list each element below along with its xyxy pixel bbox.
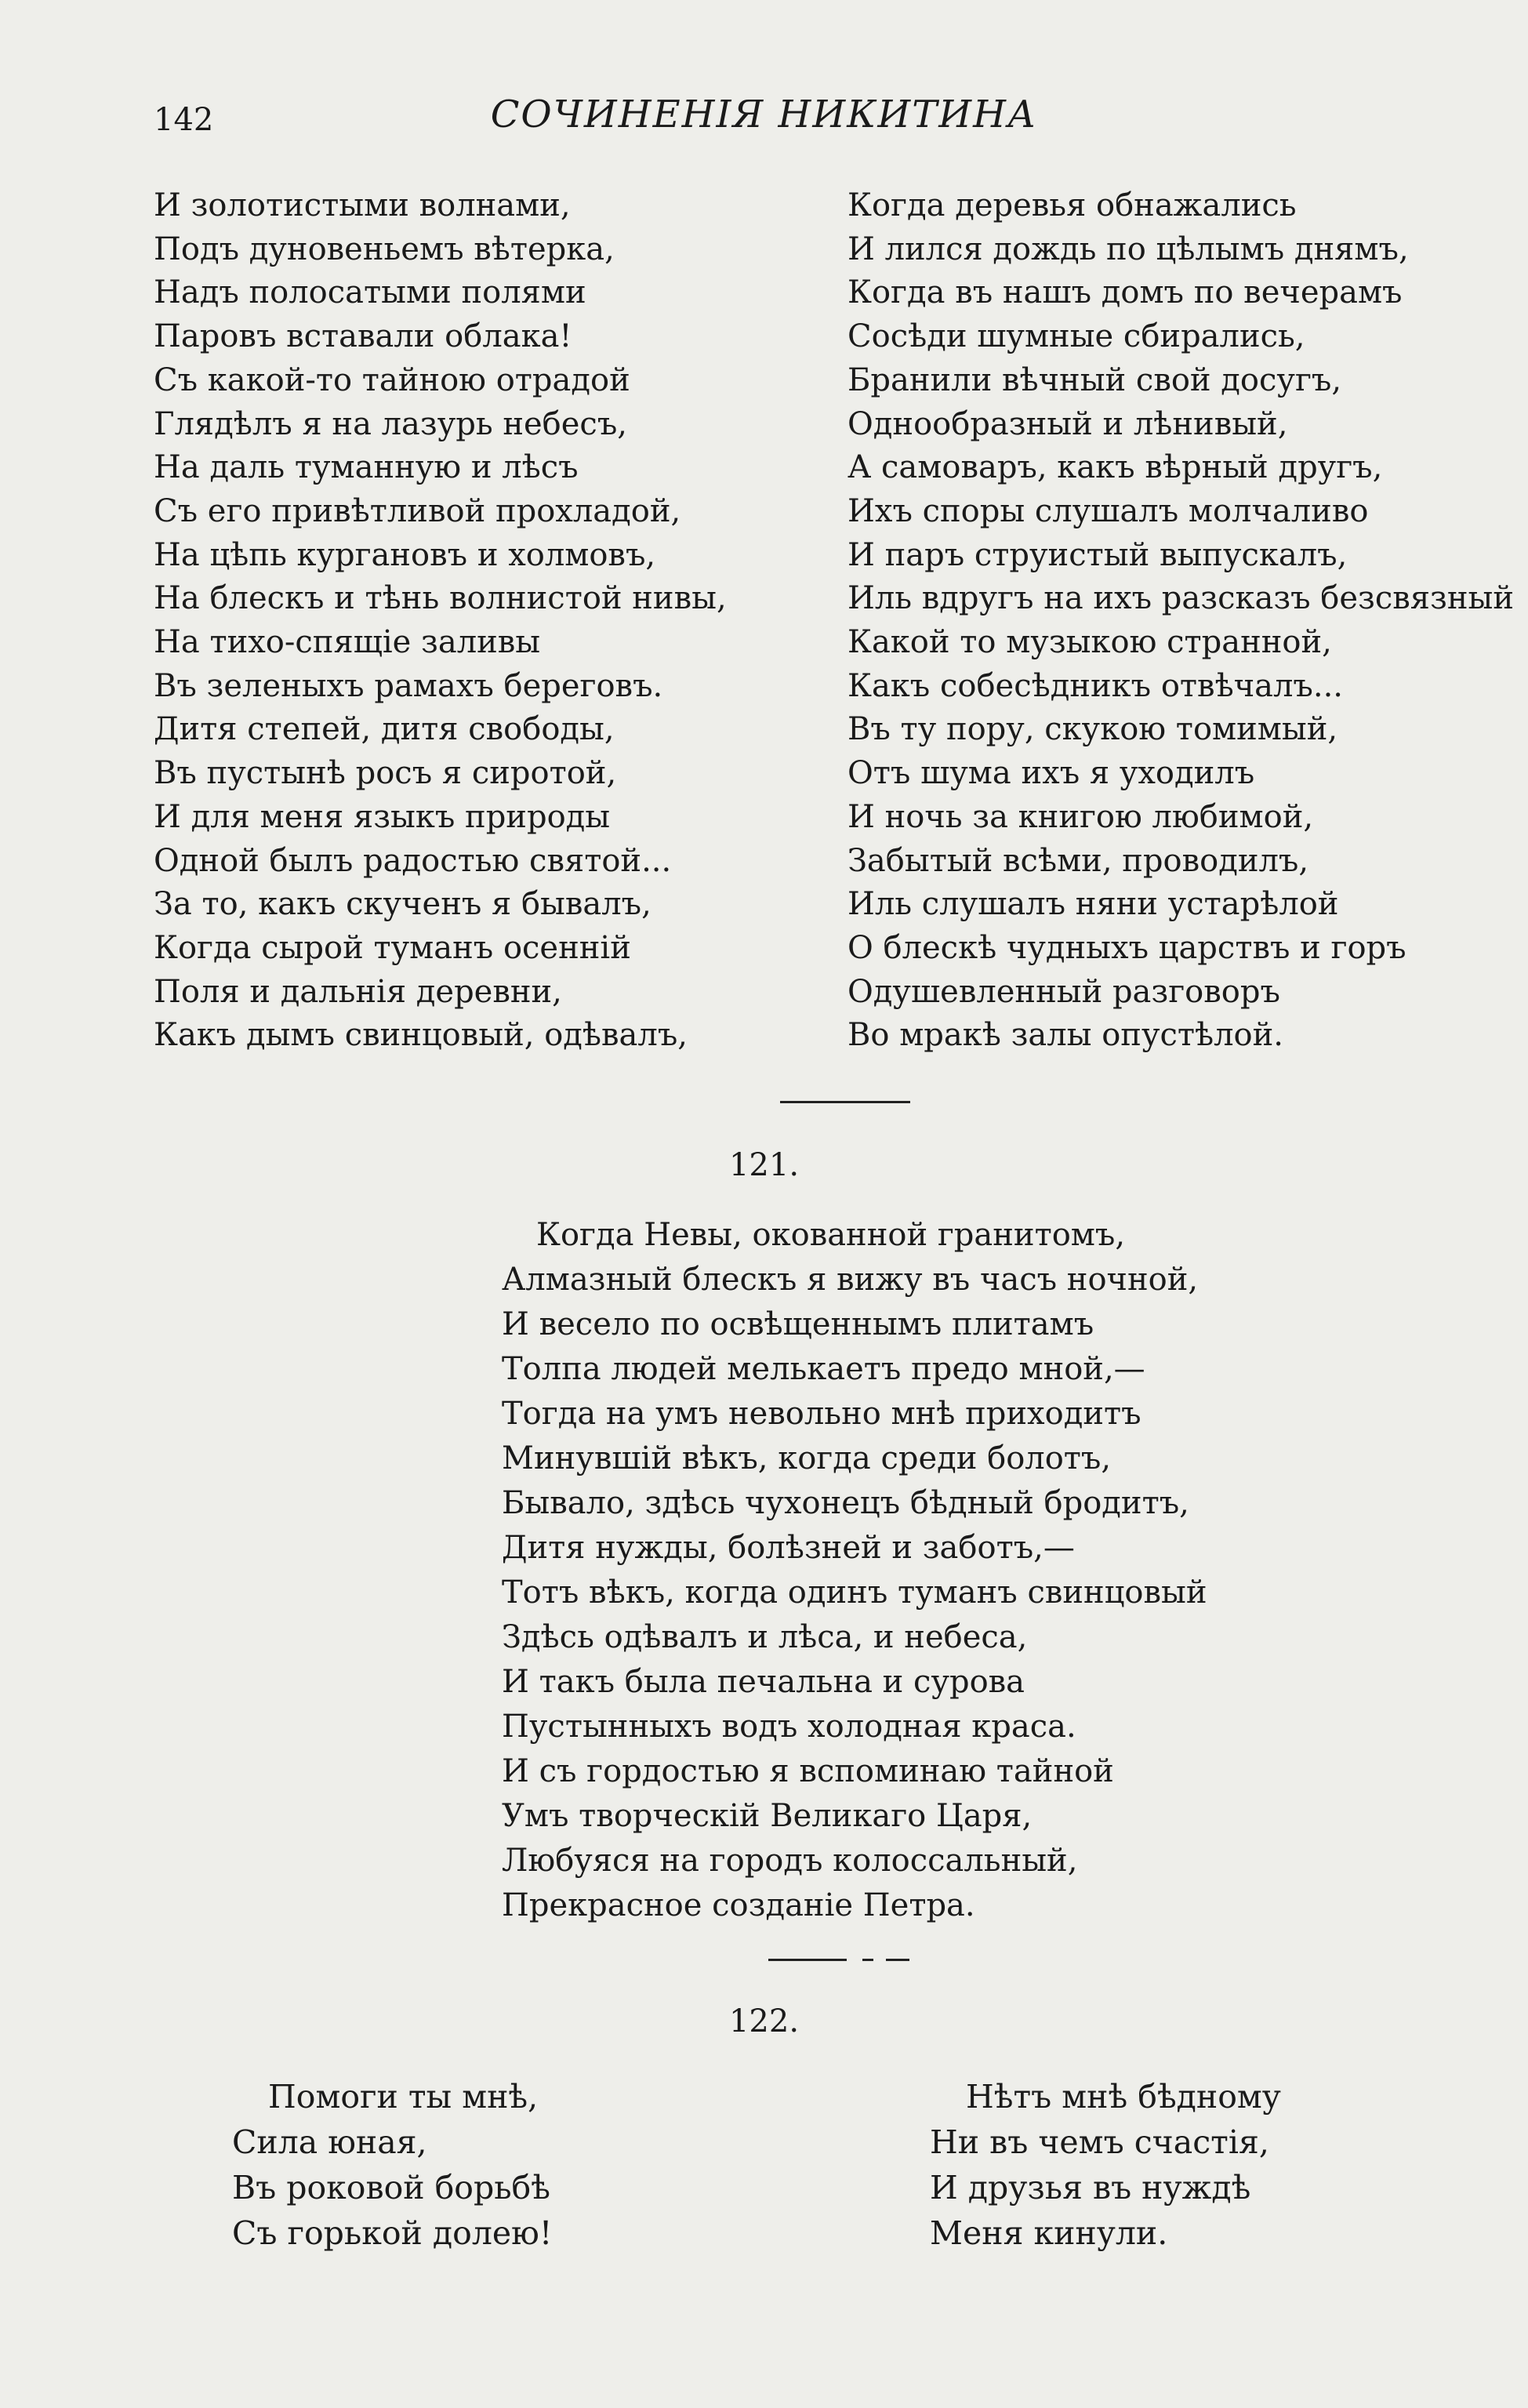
verse-line: Ни въ чемъ счастія, [930,2123,1269,2161]
verse-line: Любуяся на городъ колоссальный, [502,1843,1078,1879]
verse-line: Иль вдругъ на ихъ разсказъ безсвязный [847,580,1514,617]
verse-line: За то, какъ скученъ я бывалъ, [154,886,651,923]
running-title: СОЧИНЕНІЯ НИКИТИНА [490,93,1038,136]
verse-line: На цѣпь кургановъ и холмовъ, [154,536,656,573]
verse-line: И весело по освѣщеннымъ плитамъ [502,1306,1094,1342]
verse-line: Когда Невы, окованной гранитомъ, [536,1217,1126,1253]
verse-line: Когда сырой туманъ осенній [154,929,631,966]
verse-line: Одушевленный разговоръ [847,973,1280,1010]
verse-line: Толпа людей мелькаетъ предо мной,— [502,1351,1145,1387]
verse-line: Иль слушалъ няни устарѣлой [847,886,1339,923]
verse-line: И съ гордостью я вспоминаю тайной [502,1753,1114,1789]
verse-line: Тогда на умъ невольно мнѣ приходитъ [502,1396,1141,1432]
section-divider [862,1959,873,1961]
verse-line: Глядѣлъ я на лазурь небесъ, [154,405,627,442]
verse-line: Нѣтъ мнѣ бѣдному [966,2078,1281,2116]
verse-line: На блескъ и тѣнь волнистой нивы, [154,580,727,617]
verse-line: И друзья въ нуждѣ [930,2169,1251,2206]
verse-line: И паръ струистый выпускалъ, [847,536,1348,573]
verse-line: Какой то музыкою странной, [847,624,1332,661]
verse-line: Алмазный блескъ я вижу въ часъ ночной, [502,1262,1199,1298]
verse-line: Съ горькой долею! [232,2214,553,2252]
verse-line: Бывало, здѣсь чухонецъ бѣдный бродитъ, [502,1485,1189,1521]
verse-line: Въ зеленыхъ рамахъ береговъ. [154,667,663,704]
poem-122-left [232,2074,552,2256]
verse-line: Меня кинули. [930,2214,1168,2252]
verse-line: Въ роковой борьбѣ [232,2169,550,2206]
page-number: 142 [154,102,214,138]
verse-line: На даль туманную и лѣсъ [154,449,579,486]
verse-line: Дитя нужды, болѣзней и заботъ,— [502,1530,1075,1566]
poem-122-right [930,2074,1281,2256]
verse-line: И золотистыми волнами, [154,187,571,223]
poem-number: 122. [728,2003,800,2039]
verse-line: Ихъ споры слушалъ молчаливо [847,492,1369,529]
verse-line: Сосѣди шумные сбирались, [847,318,1305,355]
verse-line: Когда въ нашъ домъ по вечерамъ [847,274,1403,311]
verse-line: Здѣсь одѣвалъ и лѣса, и небеса, [502,1619,1028,1655]
verse-line: Какъ дымъ свинцовый, одѣвалъ, [154,1017,688,1054]
verse-line: Однообразный и лѣнивый, [847,405,1288,442]
verse-line: Въ пустынѣ росъ я сиротой, [154,755,617,792]
verse-line: Паровъ вставали облака! [154,318,572,355]
verse-line: Забытый всѣми, проводилъ, [847,842,1309,879]
verse-line: Отъ шума ихъ я уходилъ [847,755,1255,792]
verse-line: Во мракѣ залы опустѣлой. [847,1017,1284,1054]
verse-line: Съ его привѣтливой прохладой, [154,492,681,529]
verse-line: Бранили вѣчный свой досугъ, [847,361,1342,398]
verse-line: Съ какой-то тайною отрадой [154,361,630,398]
verse-line: Въ ту пору, скукою томимый, [847,711,1338,748]
verse-line: Поля и дальнія деревни, [154,973,562,1010]
stanza-left-120 [154,184,727,1058]
verse-line: Тотъ вѣкъ, когда одинъ туманъ свинцовый [502,1574,1207,1611]
verse-line: Одной былъ радостью святой... [154,842,672,879]
verse-line: Умъ творческій Великаго Царя, [502,1798,1033,1834]
section-divider [886,1959,909,1961]
verse-line: Пустынныхъ водъ холодная краса. [502,1709,1076,1745]
verse-line: И такъ была печальна и сурова [502,1664,1025,1700]
verse-line: И ночь за книгою любимой, [847,798,1314,835]
verse-line: Дитя степей, дитя свободы, [154,711,615,748]
verse-line: Минувшій вѣкъ, когда среди болотъ, [502,1440,1112,1476]
poem-121 [502,1213,1207,1928]
verse-line: Какъ собесѣдникъ отвѣчалъ... [847,667,1343,704]
verse-line: А самоваръ, какъ вѣрный другъ, [847,449,1383,486]
poem-number: 121. [728,1147,800,1183]
verse-line: Надъ полосатыми полями [154,274,586,311]
section-divider [768,1959,847,1961]
verse-line: Сила юная, [232,2123,427,2161]
verse-line: На тихо-спящіе заливы [154,624,541,661]
verse-line: Когда деревья обнажались [847,187,1297,223]
stanza-right-120 [847,184,1514,1058]
verse-line: И лился дождь по цѣлымъ днямъ, [847,231,1409,267]
section-divider [780,1101,910,1103]
verse-line: Подъ дуновеньемъ вѣтерка, [154,231,615,267]
verse-line: О блескѣ чудныхъ царствъ и горъ [847,929,1406,966]
verse-line: Прекрасное созданіе Петра. [502,1887,975,1923]
verse-line: Помоги ты мнѣ, [268,2078,539,2116]
verse-line: И для меня языкъ природы [154,798,611,835]
